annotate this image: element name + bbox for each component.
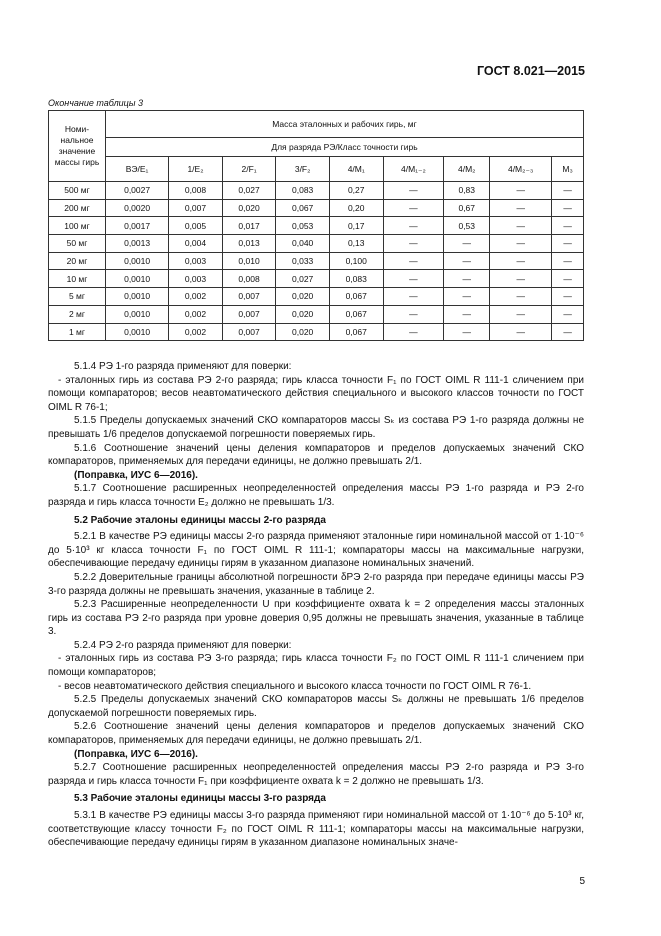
table-cell: 0,007 (169, 199, 223, 217)
table-cell: — (552, 305, 584, 323)
amendment-note: (Поправка, ИУС 6—2016). (74, 469, 198, 481)
table-cell: 0,027 (222, 182, 276, 200)
table-cell: 0,007 (222, 288, 276, 306)
paragraph-5-2-1: 5.2.1 В качестве РЭ единицы массы 2-го разряда применяют эталонные гири номинальной массой от 1·10⁻⁶ до 5·10³ кг класса точности F₁ по ГОСТ OIML R 111-1; компараторы массы на максимальные нагрузки, обеспечивающие передачу единицы гирям в указанном диапазоне номинальных значений. (48, 531, 584, 570)
table-row (49, 305, 584, 323)
table-cell: — (552, 199, 584, 217)
table-row (49, 270, 584, 288)
paragraph-5-2-4-a: - эталонных гирь из состава РЭ 3-го разряда; гирь класса точности F₂ по ГОСТ OIML R 111-1 сличением при помощи компараторов; (48, 653, 584, 679)
table-row (49, 252, 584, 270)
nominal-mass-cell: 20 мг (49, 252, 106, 270)
table-cell: 0,083 (276, 182, 330, 200)
table-cell: — (490, 270, 552, 288)
table-cell: 0,007 (222, 305, 276, 323)
table-cell: 0,003 (169, 252, 223, 270)
table-cell: 0,003 (169, 270, 223, 288)
table-cell: — (490, 323, 552, 341)
table-cell: 0,033 (276, 252, 330, 270)
table-cell: 0,27 (329, 182, 383, 200)
table-cell: 0,010 (222, 252, 276, 270)
table-cell: 0,0010 (106, 323, 169, 341)
paragraph-5-1-7: 5.1.7 Соотношение расширенных неопределенностей определения массы РЭ 1-го разряда и РЭ 2-го разряда и гирь класса точности E₂ должно не превышать 1/3. (48, 483, 584, 508)
table-row (49, 235, 584, 253)
body-text (48, 360, 584, 850)
table-cell: — (490, 305, 552, 323)
table-cell: — (552, 217, 584, 235)
table-cell: — (444, 270, 490, 288)
table-row (49, 182, 584, 200)
paragraph-5-2-4-b: - весов неавтоматического действия специального и высокого класса точности по ГОСТ OIML R 76-1. (58, 680, 532, 692)
nominal-mass-cell: 50 мг (49, 235, 106, 253)
table-cell: 0,0010 (106, 252, 169, 270)
paragraph-5-1-5: 5.1.5 Пределы допускаемых значений СКО компараторов массы Sₖ из состава РЭ 1-го разряда должны не превышать 1/6 пределов допускаемой погрешности поверяемых гирь. (48, 415, 584, 440)
table-cell: — (490, 252, 552, 270)
section-heading-5-2: 5.2 Рабочие эталоны единицы массы 2-го разряда (74, 514, 326, 526)
table-cell: — (552, 235, 584, 253)
table-cell: 0,53 (444, 217, 490, 235)
paragraph-5-2-3: 5.2.3 Расширенные неопределенности U при коэффициенте охвата k = 2 определения массы эталонных гирь из состава РЭ 2-го разряда при уровне доверия 0,95 должны не превышать значения, указанные в таблице 3. (48, 599, 584, 638)
amendment-note: (Поправка, ИУС 6—2016). (74, 748, 198, 760)
table-cell: 0,020 (276, 305, 330, 323)
paragraph-5-2-5: 5.2.5 Пределы допускаемых значений СКО компараторов массы Sₖ должны не превышать 1/6 пределов допускаемой погрешности поверяемых гирь. (48, 694, 584, 719)
table-cell: — (444, 235, 490, 253)
table-cell: 0,020 (276, 323, 330, 341)
nominal-mass-cell: 2 мг (49, 305, 106, 323)
table-cell: 0,067 (276, 199, 330, 217)
table-cell: 0,002 (169, 288, 223, 306)
table-cell: 0,100 (329, 252, 383, 270)
table-cell: 0,013 (222, 235, 276, 253)
table-cell: — (490, 217, 552, 235)
table-cell: 0,040 (276, 235, 330, 253)
paragraph-5-1-6: 5.1.6 Соотношение значений цены деления компараторов и пределов допускаемых значений СКО компараторов, применяемых для передачи единицы, не должно превышать 2/1. (48, 442, 584, 468)
table-row (49, 288, 584, 306)
page-number: 5 (579, 876, 585, 887)
column-header: 3/F₂ (276, 157, 330, 182)
table-row (49, 323, 584, 341)
table-cell: 0,0017 (106, 217, 169, 235)
table-cell: 0,17 (329, 217, 383, 235)
paragraph-5-2-4: 5.2.4 РЭ 2-го разряда применяют для поверки: (74, 639, 292, 651)
mass-table (48, 110, 584, 341)
table-cell: — (383, 305, 444, 323)
sub-header: Для разряда РЭ/Класс точности гирь (106, 138, 584, 157)
table-cell: 0,83 (444, 182, 490, 200)
table-cell: — (552, 323, 584, 341)
table-cell: 0,020 (276, 288, 330, 306)
table-cell: 0,20 (329, 199, 383, 217)
table-caption: Окончание таблицы 3 (48, 98, 143, 108)
table-cell: — (552, 182, 584, 200)
table-cell: — (552, 252, 584, 270)
table-cell: — (383, 217, 444, 235)
column-header: 2/F₁ (222, 157, 276, 182)
table-cell: 0,67 (444, 199, 490, 217)
table-cell: 0,020 (222, 199, 276, 217)
section-heading-5-3: 5.3 Рабочие эталоны единицы массы 3-го разряда (74, 793, 326, 805)
table-row (49, 217, 584, 235)
nominal-mass-cell: 500 мг (49, 182, 106, 200)
paragraph-5-2-7: 5.2.7 Соотношение расширенных неопределенностей определения массы РЭ 2-го разряда и РЭ 3-го разряда и гирь класса точности F₁ при коэффициенте охвата k = 2 должно не превышать 1/3. (48, 762, 584, 787)
table-cell: 0,004 (169, 235, 223, 253)
row-header: Номи- нальное значение массы гирь (49, 111, 106, 182)
nominal-mass-cell: 5 мг (49, 288, 106, 306)
table-cell: 0,053 (276, 217, 330, 235)
nominal-mass-cell: 200 мг (49, 199, 106, 217)
table-cell: — (383, 288, 444, 306)
table-cell: 0,008 (169, 182, 223, 200)
table-cell: — (383, 199, 444, 217)
table-cell: 0,067 (329, 288, 383, 306)
table-cell: — (444, 323, 490, 341)
table-cell: — (490, 182, 552, 200)
table-cell: 0,067 (329, 305, 383, 323)
column-header: 4/M₁ (329, 157, 383, 182)
table-cell: 0,0020 (106, 199, 169, 217)
table-cell: — (552, 270, 584, 288)
table-cell: — (490, 288, 552, 306)
nominal-mass-cell: 10 мг (49, 270, 106, 288)
table-cell: 0,0027 (106, 182, 169, 200)
table-cell: 0,007 (222, 323, 276, 341)
group-header: Масса эталонных и рабочих гирь, мг (106, 111, 584, 138)
nominal-mass-cell: 100 мг (49, 217, 106, 235)
table-cell: 0,0010 (106, 305, 169, 323)
paragraph-5-3-1: 5.3.1 В качестве РЭ единицы массы 3-го разряда применяют гири номинальной массой от 1·10⁻⁶ до 5·10³ кг, соответствующие классу точности F₂ по ГОСТ OIML R 111-1; компараторы массы на максимальные нагрузки, обеспечивающие передачу единицы гирям в указанном диапазоне номинальных значе- (48, 810, 584, 849)
table-cell: 0,0010 (106, 270, 169, 288)
table-cell: 0,008 (222, 270, 276, 288)
table-cell: — (552, 288, 584, 306)
table-cell: — (383, 182, 444, 200)
table-cell: — (383, 252, 444, 270)
table-cell: 0,067 (329, 323, 383, 341)
column-header: 4/M₁₋₂ (383, 157, 444, 182)
paragraph-5-2-2: 5.2.2 Доверительные границы абсолютной погрешности δРЭ 2-го разряда при передаче единицы массы РЭ 3-го разряда должны не превышать значения, указанные в таблице 2. (48, 571, 584, 597)
column-header: 4/M₂₋₃ (490, 157, 552, 182)
table-cell: 0,083 (329, 270, 383, 288)
table-cell: 0,002 (169, 305, 223, 323)
table-cell: — (490, 235, 552, 253)
table-cell: 0,027 (276, 270, 330, 288)
table-cell: — (444, 305, 490, 323)
column-header: M₃ (552, 157, 584, 182)
table-cell: 0,0010 (106, 288, 169, 306)
table-cell: 0,017 (222, 217, 276, 235)
table-cell: — (444, 252, 490, 270)
table-cell: — (383, 270, 444, 288)
table-cell: 0,002 (169, 323, 223, 341)
table-cell: 0,0013 (106, 235, 169, 253)
nominal-mass-cell: 1 мг (49, 323, 106, 341)
table-cell: — (383, 323, 444, 341)
table-cell: 0,13 (329, 235, 383, 253)
table-row (49, 199, 584, 217)
table-cell: 0,005 (169, 217, 223, 235)
column-header: 4/M₂ (444, 157, 490, 182)
column-header: 1/E₂ (169, 157, 223, 182)
document-code: ГОСТ 8.021—2015 (476, 64, 585, 78)
column-header: ВЭ/E₁ (106, 157, 169, 182)
table-cell: — (490, 199, 552, 217)
paragraph-5-1-4: 5.1.4 РЭ 1-го разряда применяют для поверки: (74, 361, 292, 372)
paragraph-5-1-4-a: - эталонных гирь из состава РЭ 2-го разряда; гирь класса точности F₁ по ГОСТ OIML R 111-1 сличением при помощи компараторов; весов неавтоматического действия специального и высокого классов точности по ГОСТ OIML R 76-1; (48, 374, 584, 413)
table-cell: — (383, 235, 444, 253)
table-cell: — (444, 288, 490, 306)
paragraph-5-2-6: 5.2.6 Соотношение значений цены деления компараторов и пределов допускаемых значений СКО компараторов, применяемых для передачи единицы, не должно превышать 2/1. (48, 721, 584, 747)
